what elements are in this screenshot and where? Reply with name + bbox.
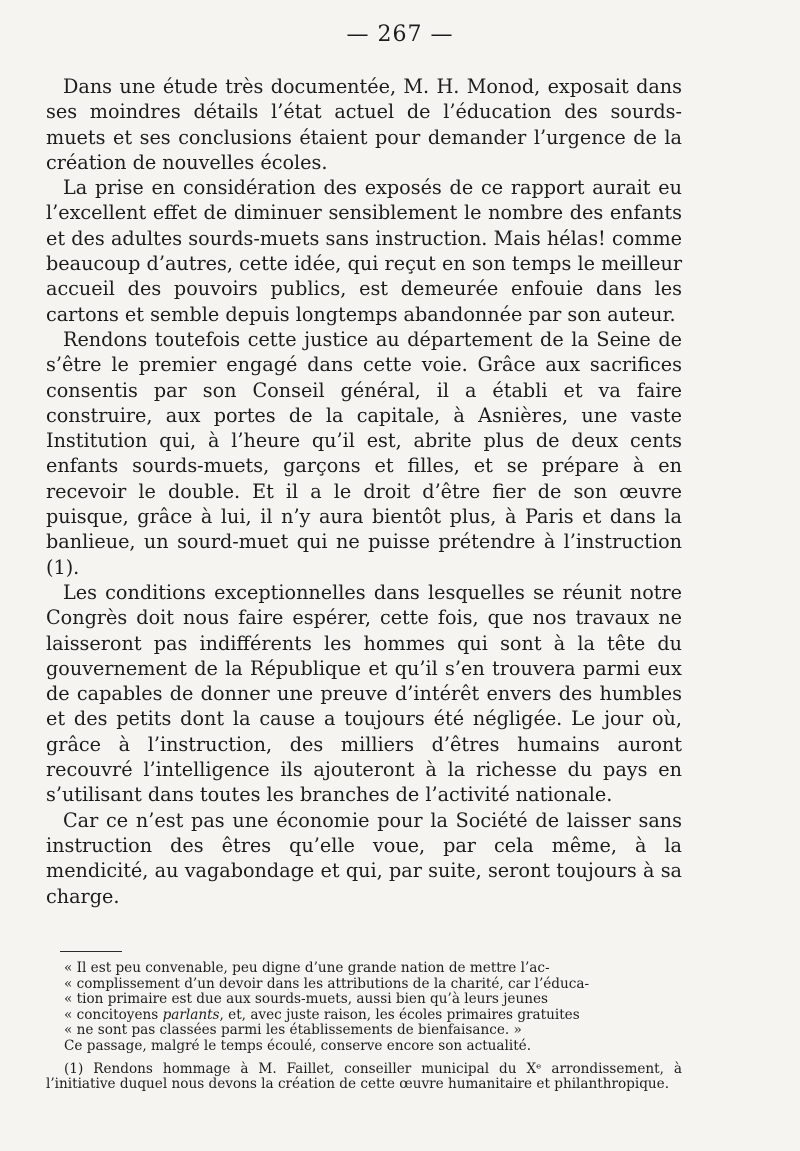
quote-italic-word: parlants	[162, 1006, 220, 1023]
quote-line: « ne sont pas classées parmi les établissements de bienfaisance. »	[64, 1022, 522, 1039]
paragraph: Rendons toutefois cette justice au département de la Seine de s’être le premier engagé dans cette voie. Grâce aux sacrifices consentis par son Conseil général, il a établi et va faire construire, aux portes de la capitale, à Asnières, une vaste Institution qui, à l’heure qu’il est, abrite plus de deux cents enfants sourds-muets, garçons et filles, et se prépare à en recevoir le double. Et il a le droit d’être fier de son œuvre puisque, grâce à lui, il n’y aura bientôt plus, à Paris et dans la banlieue, un sourd-muet qui ne puisse prétendre à l’instruction (1).	[46, 327, 682, 579]
page-number: — 267 —	[346, 22, 454, 47]
paragraph: Car ce n’est pas une économie pour la Société de laisser sans instruction des êtres qu’elle voue, par cela même, à la mendicité, au vagabondage et qui, par suite, seront toujours à sa charge.	[46, 808, 682, 908]
main-text	[46, 74, 682, 909]
paragraph: La prise en considération des exposés de ce rapport aurait eu l’excellent effet de diminuer sensiblement le nombre des enfants et des adultes sourds-muets sans instruction. Mais hélas! comme beaucoup d’autres, cette idée, qui reçut en son temps le meilleur accueil des pouvoirs publics, est demeurée enfouie dans les cartons et semble depuis longtemps abandonnée par son auteur.	[46, 176, 682, 326]
quote-text: , et, avec juste raison, les écoles primaires gratuites	[219, 1006, 580, 1023]
quote-line: « Il est peu convenable, peu digne d’une grande nation de mettre l’ac-	[64, 960, 550, 976]
quote-line: « tion primaire est due aux sourds-muets, aussi bien qu’à leurs jeunes	[64, 991, 548, 1008]
footnotes	[46, 961, 682, 1093]
paragraph: Dans une étude très documentée, M. H. Monod, exposait dans ses moindres détails l’état actuel de l’éducation des sourds-muets et ses conclusions étaient pour demander l’urgence de la création de nouvelles écoles.	[46, 75, 682, 174]
quote-comment: Ce passage, malgré le temps écoulé, conserve encore son actualité.	[64, 1037, 532, 1054]
quote-line	[46, 1008, 682, 1024]
quote-line: « complissement d’un devoir dans les attributions de la charité, car l’éduca-	[64, 975, 590, 992]
footnote: (1) Rendons hommage à M. Faillet, conseiller municipal du Xᵉ arrondissement, à l’initiative duquel nous devons la création de cette œuvre humanitaire et philanthropique.	[46, 1060, 682, 1093]
footnote-separator	[60, 951, 122, 952]
quote-text: « concitoyens	[64, 1006, 163, 1023]
paragraph: Les conditions exceptionnelles dans lesquelles se réunit notre Congrès doit nous faire espérer, cette fois, que nos travaux ne laisseront pas indifférents les hommes qui sont à la tête du gouvernement de la République et qu’il s’en trouvera parmi eux de capables de donner une preuve d’intérêt envers des humbles et des petits dont la cause a toujours été négligée. Le jour où, grâce à l’instruction, des milliers d’êtres humains auront recouvré l’intelligence ils ajouteront à la richesse du pays en s’utilisant dans toutes les branches de l’activité nationale.	[46, 580, 682, 807]
